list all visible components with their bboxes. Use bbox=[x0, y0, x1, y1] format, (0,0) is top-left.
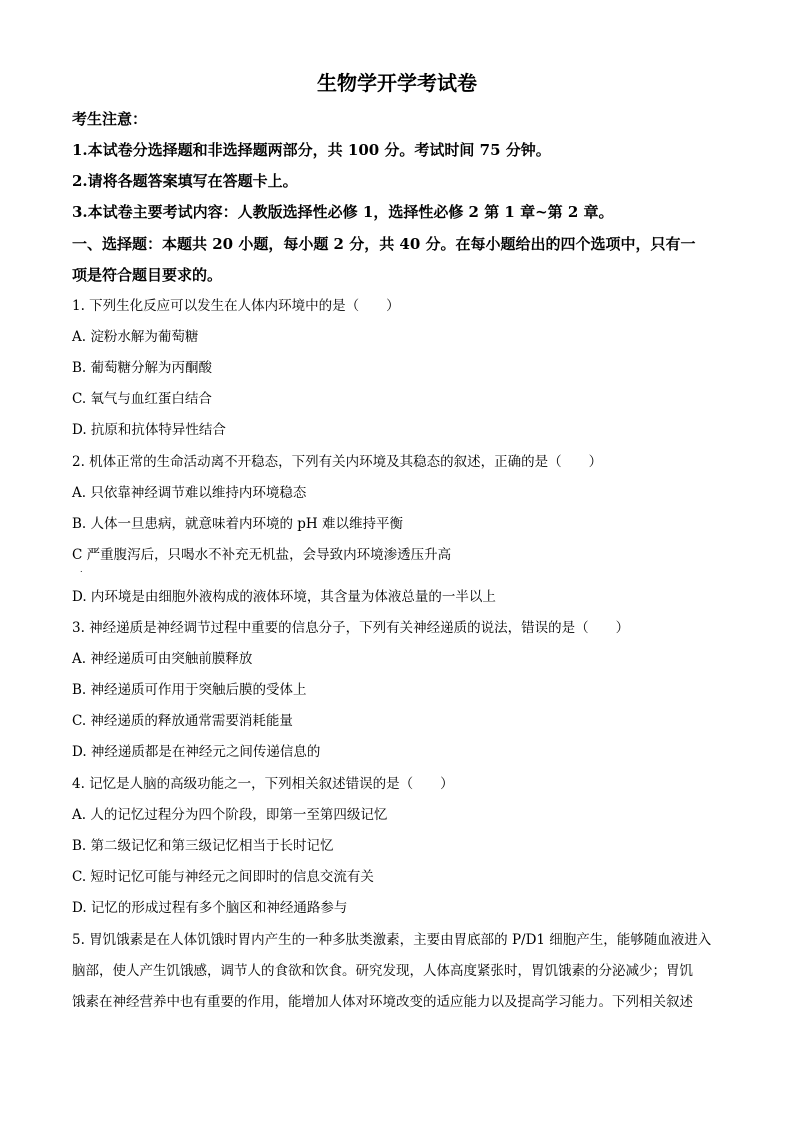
question-option: B. 第二级记忆和第三级记忆相当于长时记忆 bbox=[72, 838, 334, 854]
question-stem-cont: 饿素在神经营养中也有重要的作用，能增加人体对环境改变的适应能力以及提高学习能力。下列相关叙述 bbox=[72, 994, 693, 1010]
question-stem-cont: 脑部，使人产生饥饿感，调节人的食欲和饮食。研究发现，人体高度紧张时，胃饥饿素的分泌减少；胃饥 bbox=[72, 963, 693, 979]
page-title: 生物学开学考试卷 bbox=[317, 71, 477, 95]
question-option: B. 人体一旦患病，就意味着内环境的 pH 难以维持平衡 bbox=[72, 516, 403, 532]
question-option: D. 内环境是由细胞外液构成的液体环境，其含量为体液总量的一半以上 bbox=[72, 589, 496, 605]
question-stem: 4. 记忆是人脑的高级功能之一，下列相关叙述错误的是（ ） bbox=[72, 776, 454, 792]
question-option: D. 抗原和抗体特异性结合 bbox=[72, 422, 226, 438]
question-option: C. 氧气与血红蛋白结合 bbox=[72, 391, 212, 407]
question-option: C. 短时记忆可能与神经元之间即时的信息交流有关 bbox=[72, 869, 374, 885]
question-option: A. 只依靠神经调节难以维持内环境稳态 bbox=[72, 485, 307, 501]
section-heading-cont: 项是符合题目要求的。 bbox=[72, 266, 223, 284]
notice-item: 3.本试卷主要考试内容：人教版选择性必修 1，选择性必修 2 第 1 章~第 2 章。 bbox=[72, 203, 614, 221]
question-option: B. 葡萄糖分解为丙酮酸 bbox=[72, 360, 213, 376]
section-heading: 一、选择题：本题共 20 小题，每小题 2 分，共 40 分。在每小题给出的四个选项中，只有一 bbox=[72, 235, 696, 253]
question-stem: 3. 神经递质是神经调节过程中重要的信息分子，下列有关神经递质的说法，错误的是（ ） bbox=[72, 620, 630, 636]
question-option: C 严重腹泻后，只喝水不补充无机盐，会导致内环境渗透压升高 bbox=[72, 547, 452, 563]
question-stem: 1. 下列生化反应可以发生在人体内环境中的是（ ） bbox=[72, 298, 400, 314]
question-option: A. 淀粉水解为葡萄糖 bbox=[72, 329, 199, 345]
stray-dot: . bbox=[80, 565, 83, 574]
question-option: D. 神经递质都是在神经元之间传递信息的 bbox=[72, 744, 321, 760]
question-stem: 2. 机体正常的生命活动离不开稳态，下列有关内环境及其稳态的叙述，正确的是（ ） bbox=[72, 454, 603, 470]
question-option: B. 神经递质可作用于突触后膜的受体上 bbox=[72, 682, 307, 698]
notice-heading: 考生注意： bbox=[72, 110, 148, 128]
question-stem: 5. 胃饥饿素是在人体饥饿时胃内产生的一种多肽类激素，主要由胃底部的 P/D1 细胞产生，能够随血液进入 bbox=[72, 932, 712, 948]
question-option: C. 神经递质的释放通常需要消耗能量 bbox=[72, 713, 293, 729]
question-option: D. 记忆的形成过程有多个脑区和神经通路参与 bbox=[72, 900, 348, 916]
question-option: A. 人的记忆过程分为四个阶段，即第一至第四级记忆 bbox=[72, 807, 388, 823]
notice-item: 2.请将各题答案填写在答题卡上。 bbox=[72, 172, 298, 190]
question-option: A. 神经递质可由突触前膜释放 bbox=[72, 651, 253, 667]
notice-item: 1.本试卷分选择题和非选择题两部分，共 100 分。考试时间 75 分钟。 bbox=[72, 141, 551, 159]
